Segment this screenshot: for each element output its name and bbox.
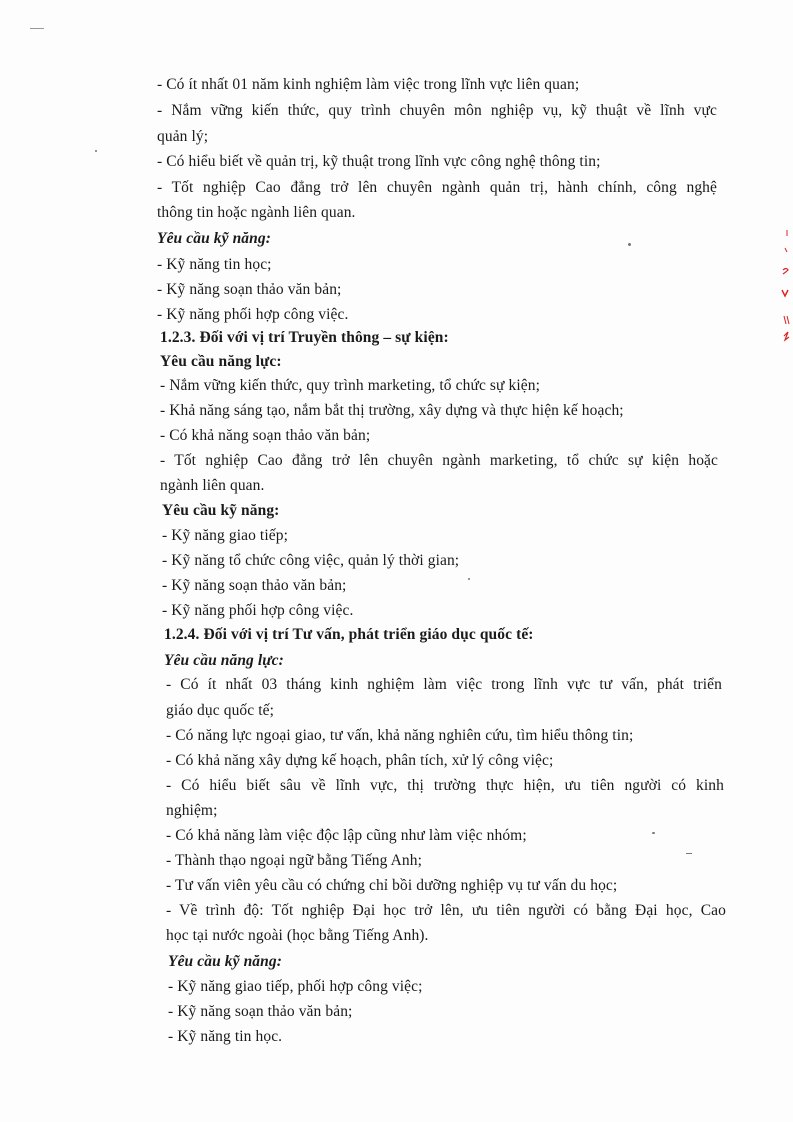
requirement-line-cont: nghiệm; bbox=[166, 802, 218, 819]
requirement-line: - Có hiểu biết sâu về lĩnh vực, thị trường thực hiện, ưu tiên người có kinh bbox=[166, 777, 724, 794]
requirement-line-cont: quản lý; bbox=[157, 128, 209, 145]
requirement-line: - Tốt nghiệp Cao đẳng trở lên chuyên ngành quản trị, hành chính, công nghệ bbox=[157, 179, 717, 196]
competency-heading: Yêu cầu năng lực: bbox=[164, 652, 284, 669]
competency-heading: Yêu cầu năng lực: bbox=[160, 353, 282, 370]
requirement-line: - Tốt nghiệp Cao đẳng trở lên chuyên ngành marketing, tổ chức sự kiện hoặc bbox=[160, 452, 718, 469]
skill-line: - Kỹ năng soạn thảo văn bản; bbox=[157, 281, 342, 298]
seal-edge-fragment bbox=[778, 228, 792, 358]
section-heading-1-2-4: 1.2.4. Đối với vị trí Tư vấn, phát triển giáo dục quốc tế: bbox=[164, 626, 534, 643]
requirement-line: - Về trình độ: Tốt nghiệp Đại học trở lên, ưu tiên người có bằng Đại học, Cao bbox=[166, 902, 726, 919]
requirement-line: - Có ít nhất 03 tháng kinh nghiệm làm việc trong lĩnh vực tư vấn, phát triển bbox=[166, 676, 722, 693]
requirement-line: - Khả năng sáng tạo, nắm bắt thị trường, xây dựng và thực hiện kế hoạch; bbox=[160, 402, 624, 419]
section-heading-1-2-3: 1.2.3. Đối với vị trí Truyền thông – sự kiện: bbox=[160, 329, 449, 346]
requirement-line: - Có hiểu biết về quản trị, kỹ thuật trong lĩnh vực công nghệ thông tin; bbox=[157, 153, 601, 170]
scan-speck bbox=[628, 243, 631, 246]
requirement-line: - Tư vấn viên yêu cầu có chứng chỉ bồi dưỡng nghiệp vụ tư vấn du học; bbox=[166, 877, 618, 894]
skill-line: - Kỹ năng soạn thảo văn bản; bbox=[168, 1003, 353, 1020]
requirement-line: - Có năng lực ngoại giao, tư vấn, khả năng nghiên cứu, tìm hiểu thông tin; bbox=[166, 727, 634, 744]
requirement-line: - Có khả năng xây dựng kế hoạch, phân tích, xử lý công việc; bbox=[166, 752, 554, 769]
requirement-line-cont: học tại nước ngoài (học bằng Tiếng Anh). bbox=[166, 927, 429, 944]
requirement-line: - Thành thạo ngoại ngữ bằng Tiếng Anh; bbox=[166, 852, 423, 869]
scan-speck bbox=[652, 832, 655, 834]
skill-line: - Kỹ năng soạn thảo văn bản; bbox=[162, 577, 347, 594]
scan-speck bbox=[30, 28, 44, 29]
scan-speck bbox=[95, 150, 97, 152]
skill-line: - Kỹ năng tin học; bbox=[157, 256, 272, 273]
scan-speck bbox=[468, 578, 470, 580]
requirement-line-cont: ngành liên quan. bbox=[160, 477, 265, 494]
skill-line: - Kỹ năng giao tiếp, phối hợp công việc; bbox=[168, 978, 423, 995]
skills-heading: Yêu cầu kỹ năng: bbox=[168, 953, 282, 970]
requirement-line: - Có khả năng soạn thảo văn bản; bbox=[160, 427, 371, 444]
skill-line: - Kỹ năng tin học. bbox=[168, 1028, 283, 1045]
skill-line: - Kỹ năng giao tiếp; bbox=[162, 527, 288, 544]
skill-line: - Kỹ năng phối hợp công việc. bbox=[157, 306, 349, 323]
skill-line: - Kỹ năng phối hợp công việc. bbox=[162, 602, 354, 619]
requirement-line: - Có khả năng làm việc độc lập cũng như làm việc nhóm; bbox=[166, 827, 527, 844]
requirement-line: - Nắm vững kiến thức, quy trình chuyên môn nghiệp vụ, kỹ thuật về lĩnh vực bbox=[157, 102, 717, 119]
skills-heading: Yêu cầu kỹ năng: bbox=[162, 502, 280, 519]
scan-speck bbox=[686, 853, 692, 854]
skill-line: - Kỹ năng tổ chức công việc, quản lý thời gian; bbox=[162, 552, 460, 569]
skills-heading: Yêu cầu kỹ năng: bbox=[157, 230, 271, 247]
requirement-line-cont: thông tin hoặc ngành liên quan. bbox=[157, 204, 356, 221]
requirement-line: - Có ít nhất 01 năm kinh nghiệm làm việc trong lĩnh vực liên quan; bbox=[157, 76, 580, 93]
requirement-line-cont: giáo dục quốc tế; bbox=[166, 702, 275, 719]
requirement-line: - Nắm vững kiến thức, quy trình marketing, tổ chức sự kiện; bbox=[160, 377, 540, 394]
